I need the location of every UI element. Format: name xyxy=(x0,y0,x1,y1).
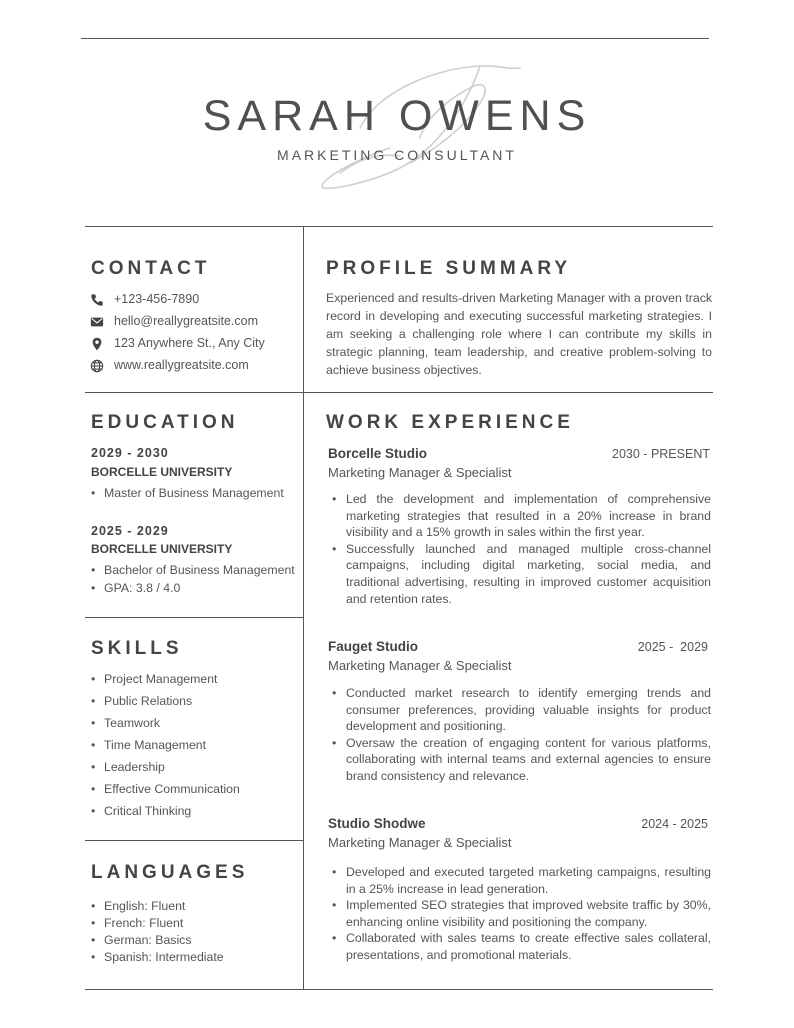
profile-heading: PROFILE SUMMARY xyxy=(326,258,571,280)
list-item: • Bachelor of Business Management xyxy=(90,563,295,577)
contact-heading: CONTACT xyxy=(91,258,210,280)
job-bullets xyxy=(330,685,711,785)
list-item: • Developed and executed targeted marketing campaigns, resulting in a 25% increase in lead generation. xyxy=(330,864,711,897)
job-company: Borcelle Studio xyxy=(328,446,428,461)
job-bullets xyxy=(330,864,711,964)
list-item: • Project Management xyxy=(90,672,240,694)
profile-summary-text: Experienced and results-driven Marketing Manager with a proven track record in developing and executing successful marketing strategies. I am seeking a challenging role where I can contribute my skills in strategic planning, team leadership, and creative problem-solving to achieve business objectives. xyxy=(326,291,712,377)
list-item: • English: Fluent xyxy=(90,899,224,916)
column-divider xyxy=(303,226,304,989)
list-item: • Time Management xyxy=(90,738,240,760)
education-details xyxy=(90,563,295,595)
education-years: 2029 - 2030 xyxy=(91,446,169,460)
left-divider-languages xyxy=(85,840,303,841)
header-bottom-divider xyxy=(85,226,713,227)
job-bullets xyxy=(330,491,711,607)
list-item: • Implemented SEO strategies that improved website traffic by 30%, enhancing online visibility and positioning the company. xyxy=(330,897,711,930)
languages-list xyxy=(90,899,224,967)
list-item: • GPA: 3.8 / 4.0 xyxy=(90,581,295,595)
location-pin-icon xyxy=(90,337,104,351)
candidate-title: MARKETING CONSULTANT xyxy=(277,147,517,163)
row-divider-1 xyxy=(85,392,713,393)
education-school: BORCELLE UNIVERSITY xyxy=(91,465,233,479)
education-heading: EDUCATION xyxy=(91,412,239,434)
skills-heading: SKILLS xyxy=(91,638,183,660)
job-company: Fauget Studio xyxy=(328,639,418,654)
education-details xyxy=(90,486,284,500)
list-item: • Critical Thinking xyxy=(90,804,240,826)
top-divider xyxy=(81,38,709,39)
education-years: 2025 - 2029 xyxy=(91,524,169,538)
list-item: • Conducted market research to identify emerging trends and consumer preferences, providing valuable insights for product development and positioning. xyxy=(330,685,711,735)
list-item: • Led the development and implementation of comprehensive marketing strategies that resulted in a 20% increase in brand visibility and a 15% growth in sales within the first year. xyxy=(330,491,711,541)
job-dates: 2024 - 2025 xyxy=(641,817,708,831)
list-item: • French: Fluent xyxy=(90,916,224,933)
bottom-divider xyxy=(85,989,713,990)
contact-phone-text: +123-456-7890 xyxy=(114,292,200,306)
languages-heading: LANGUAGES xyxy=(91,862,248,884)
list-item: • German: Basics xyxy=(90,933,224,950)
list-item: • Teamwork xyxy=(90,716,240,738)
job-dates: 2030 - PRESENT xyxy=(612,447,710,461)
job-role: Marketing Manager & Specialist xyxy=(328,465,512,480)
list-item: • Successfully launched and managed multiple cross-channel campaigns, including digital marketing, social media, and traditional advertising, resulting in improved customer acquisition and retention rates. xyxy=(330,541,711,607)
list-item: • Public Relations xyxy=(90,694,240,716)
work-experience-heading: WORK EXPERIENCE xyxy=(326,412,574,434)
job-company: Studio Shodwe xyxy=(328,816,426,831)
globe-icon xyxy=(90,359,104,373)
list-item: • Effective Communication xyxy=(90,782,240,804)
list-item: • Oversaw the creation of engaging content for various platforms, collaborating with internal teams and external agencies to ensure brand consistency and relevance. xyxy=(330,735,711,785)
skills-list xyxy=(90,672,240,826)
contact-address-text: 123 Anywhere St., Any City xyxy=(114,336,265,350)
phone-icon xyxy=(90,293,104,307)
contact-email-text: hello@reallygreatsite.com xyxy=(114,314,259,328)
list-item: • Leadership xyxy=(90,760,240,782)
mail-icon xyxy=(90,315,104,329)
job-role: Marketing Manager & Specialist xyxy=(328,835,512,850)
job-role: Marketing Manager & Specialist xyxy=(328,658,512,673)
contact-website-text: www.reallygreatsite.com xyxy=(114,358,249,372)
list-item: • Spanish: Intermediate xyxy=(90,950,224,967)
list-item: • Collaborated with sales teams to create effective sales collateral, presentations, and promotional materials. xyxy=(330,930,711,963)
job-dates: 2025 - 2029 xyxy=(637,640,708,654)
education-school: BORCELLE UNIVERSITY xyxy=(91,542,233,556)
candidate-name: SARAH OWENS xyxy=(202,92,592,140)
list-item: • Master of Business Management xyxy=(90,486,284,500)
left-divider-skills xyxy=(85,617,303,618)
